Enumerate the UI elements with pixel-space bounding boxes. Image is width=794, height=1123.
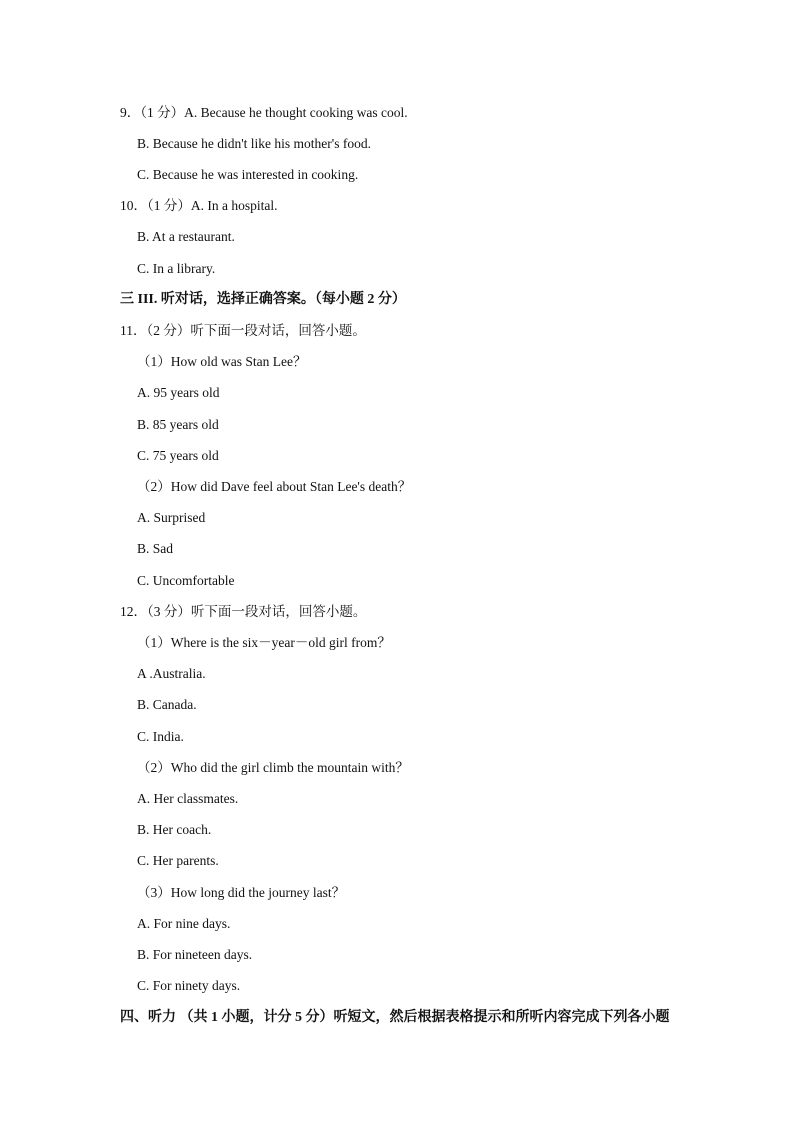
- question-12-sub-1-option-c: C. India.: [137, 729, 184, 744]
- question-10-option-b: B. At a restaurant.: [137, 229, 235, 244]
- section-4-heading: 四、听力 （共 1 小题，计分 5 分）听短文，然后根据表格提示和所听内容完成下列各小题: [120, 1010, 670, 1025]
- section-3-heading: 三 III. 听对话，选择正确答案。（每小题 2 分）: [120, 292, 406, 307]
- question-12-sub-2-option-a: A. Her classmates.: [137, 791, 239, 806]
- question-9-option-c: C. Because he was interested in cooking.: [137, 167, 359, 182]
- question-12-sub-1-option-b: B. Canada.: [137, 697, 197, 712]
- question-12-sub-1-option-a: A .Australia.: [137, 666, 206, 681]
- question-12-sub-3-option-b: B. For nineteen days.: [137, 947, 253, 962]
- question-11-sub-2-option-c: C. Uncomfortable: [137, 573, 235, 588]
- question-9-stem: 9．（1 分）A. Because he thought cooking was cool.: [120, 105, 408, 120]
- question-11-stem: 11．（2 分）听下面一段对话，回答小题。: [120, 323, 366, 338]
- question-12-sub-2-option-b: B. Her coach.: [137, 822, 212, 837]
- question-12-sub-3-option-a: A. For nine days.: [137, 916, 231, 931]
- question-12-sub-3-option-c: C. For ninety days.: [137, 978, 241, 993]
- question-10-stem: 10．（1 分）A. In a hospital.: [120, 198, 278, 213]
- question-12-sub-2: （2）Who did the girl climb the mountain with？: [137, 760, 409, 775]
- question-12-sub-1: （1）Where is the six－year－old girl from？: [137, 635, 391, 650]
- question-11-sub-1: （1）How old was Stan Lee？: [137, 354, 307, 369]
- question-12-sub-3: （3）How long did the journey last？: [137, 885, 346, 900]
- question-10-option-c: C. In a library.: [137, 261, 216, 276]
- question-11-sub-2-option-b: B. Sad: [137, 541, 174, 556]
- question-11-sub-2: （2）How did Dave feel about Stan Lee's death？: [137, 479, 412, 494]
- question-11-sub-1-option-c: C. 75 years old: [137, 448, 219, 463]
- question-11-sub-1-option-b: B. 85 years old: [137, 417, 219, 432]
- question-12-sub-2-option-c: C. Her parents.: [137, 853, 219, 868]
- question-11-sub-2-option-a: A. Surprised: [137, 510, 206, 525]
- question-9-option-b: B. Because he didn't like his mother's food.: [137, 136, 371, 151]
- question-12-stem: 12．（3 分）听下面一段对话，回答小题。: [120, 604, 367, 619]
- question-11-sub-1-option-a: A. 95 years old: [137, 385, 220, 400]
